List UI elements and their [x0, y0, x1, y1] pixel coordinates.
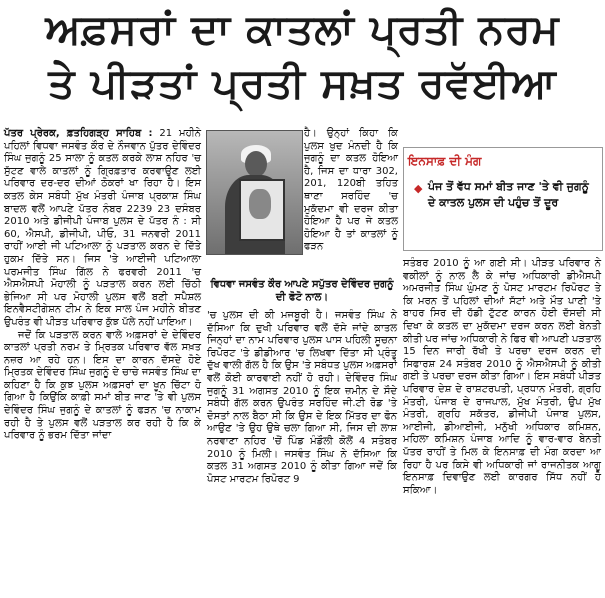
- headline: [4, 2, 601, 110]
- photo-frame: [239, 179, 285, 241]
- sidebar-item: ਪੰਜ ਤੋਂ ਵੱਧ ਸਮਾਂ ਬੀਤ ਜਾਣ 'ਤੇ ਵੀ ਜੁਗਨੂੰ ਦੇ ਕਾਤਲ ਪੁਲਸ ਦੀ ਪਹੁੰਚ ਤੋਂ ਦੂਰ: [428, 180, 589, 209]
- article-column-2-top: ਹੈ। ਉਨ੍ਹਾਂ ਕਿਹਾ ਕਿ ਪੁਲਸ ਖੁਦ ਮੰਨਦੀ ਹੈ ਕਿ ਜੁਗਨੂੰ ਦਾ ਕਤਲ ਹੋਇਆ ਹੈ, ਜਿਸ ਦਾ ਧਾਰਾ 302, 201, 120ਬੀ ਤਹਿਤ ਥਾਣਾ ਸਰਹਿੰਦ 'ਚ ਮੁਕੱਦਮਾ ਵੀ ਦਰਜ ਕੀਤਾ ਹੋਇਆ ਹੈ ਪਰ ਜੇ ਕਤਲ ਹੋਇਆ ਹੈ ਤਾਂ ਕਾਤਲਾਂ ਨੂੰ ਫੜਨ: [304, 128, 398, 253]
- article-column-1: [4, 128, 201, 443]
- widow-with-son-photo: [206, 130, 303, 255]
- byline: ਪੱਤਰ ਪ੍ਰੇਰਕ, ਫ਼ਤਹਿਗੜ੍ਹ ਸਾਹਿਬ :: [4, 128, 153, 139]
- article-column-2-bottom: 'ਚ ਪੁਲਸ ਦੀ ਕੀ ਮਜਬੂਰੀ ਹੈ। ਜਸਵੰਤ ਸਿੰਘ ਨੇ ਦੱਸਿਆ ਕਿ ਦੁਖੀ ਪਰਿਵਾਰ ਵਲੋਂ ਦੱਸੇ ਜਾਂਦੇ ਕਾਤਲ ਜਿਨ੍ਹਾਂ ਦਾ ਨਾਮ ਪਰਿਵਾਰ ਪੁਲਸ ਪਾਸ ਪਹਿਲੀ ਸੂਚਨਾ ਰਿਪੋਰਟ 'ਤੇ ਡੀਡੀਆਰ 'ਚ ਲਿਖਵਾ ਦਿੱਤਾ ਸੀ ਪ੍ਰੰਤੂ ਦੁੱਖ ਵਾਲੀ ਗੱਲ ਹੈ ਕਿ ਉਸ 'ਤੇ ਸਬੰਧਤ ਪੁਲਸ ਅਫ਼ਸਰਾਂ ਵਲੋਂ ਕੋਈ ਕਾਰਵਾਈ ਨਹੀਂ ਹੋ ਰਹੀ। ਦੇਵਿੰਦਰ ਸਿੰਘ ਜੁਗਨੂੰ 31 ਅਗਸਤ 2010 ਨੂੰ ਇਕ ਜ਼ਮੀਨ ਦੇ ਸੌਦੇ ਸਬੰਧੀ ਗੱਲ ਕਰਨ ਉਪਰੰਤ ਸਰਹਿੰਦ ਜੀ.ਟੀ ਰੋਡ 'ਤੇ ਦੋਸਤਾਂ ਨਾਲ ਬੈਠਾ ਸੀ ਕਿ ਉਸ ਦੇ ਇਕ ਮਿੱਤਰ ਦਾ ਫੋਨ ਆਉਣ 'ਤੇ ਉਹ ਉਥੇ ਚਲਾ ਗਿਆ ਸੀ, ਜਿਸ ਦੀ ਲਾਸ਼ ਨਰਵਾਣਾ ਨਹਿਰ 'ਚੋਂ ਪਿੰਡ ਮੰਡੌਲੀ ਕੋਲੋਂ 4 ਸਤੰਬਰ 2010 ਨੂੰ ਮਿਲੀ। ਜਸਵੰਤ ਸਿੰਘ ਨੇ ਦੱਸਿਆ ਕਿ ਕਤਲ 31 ਅਗਸਤ 2010 ਨੂੰ ਕੀਤਾ ਗਿਆ ਜਦੋਂ ਕਿ ਪੋਸਟ ਮਾਰਟਮ ਰਿਪੋਰਟ 9: [207, 310, 397, 485]
- column-1-paragraph-1: 21 ਮਹੀਨੇ ਪਹਿਲਾਂ ਵਿਧਵਾ ਜਸਵੰਤ ਕੌਰ ਦੇ ਨੌਜਵਾਨ ਪੁੱਤਰ ਦੇਵਿੰਦਰ ਸਿੰਘ ਜੁਗਨੂੰ 25 ਸਾਲਾ ਨੂੰ ਕਤਲ ਕਰਕੇ ਲਾਸ਼ ਨਹਿਰ 'ਚ ਸੁੱਟਣ ਵਾਲੇ ਕਾਤਲਾਂ ਨੂੰ ਗ੍ਰਿਫ਼ਤਾਰ ਕਰਵਾਉਣ ਲਈ ਪਰਿਵਾਰ ਦਰ-ਦਰ ਦੀਆਂ ਠੋਕਰਾਂ ਖਾ ਰਿਹਾ ਹੈ। ਇਸ ਕਤਲ ਕੇਸ ਸਬੰਧੀ ਮੁੱਖ ਮੰਤਰੀ ਪੰਜਾਬ ਪ੍ਰਕਾਸ਼ ਸਿੰਘ ਬਾਦਲ ਵਲੋਂ ਆਪਣੇ ਪੱਤਰ ਨੰਬਰ 2239 23 ਦਸੰਬਰ 2010 ਅਤੇ ਡੀਜੀਪੀ ਪੰਜਾਬ ਪੁਲਸ ਦੇ ਪੱਤਰ ਨੰ : ਸੀ 60, ਐਸਪੀ, ਡੀਜੀਪੀ, ਪੀਓ, 31 ਜਨਵਰੀ 2011 ਰਾਹੀਂ ਆਈ ਜੀ ਪਟਿਆਲਾ ਨੂੰ ਪੜਤਾਲ ਕਰਨ ਦੇ ਦਿੱਤੇ ਹੁਕਮ ਦਿੱਤੇ ਸਨ। ਜਿਸ 'ਤੇ ਆਈਜੀ ਪਟਿਆਲਾ ਪਰਮਜੀਤ ਸਿੰਘ ਗਿੱਲ ਨੇ ਫਰਵਰੀ 2011 'ਚ ਐਸਐਸਪੀ ਮੋਹਾਲੀ ਨੂੰ ਪੜਤਾਲ ਕਰਨ ਲਈ ਚਿੱਠੀ ਭੇਜਿਆ ਸੀ ਪਰ ਮੋਹਾਲੀ ਪੁਲਸ ਵਲੋਂ ਬਣੀ ਸਪੈਸ਼ਲ ਇਨਵੈਸਟੀਗੇਸ਼ਨ ਟੀਮ ਨੇ ਇਕ ਸਾਲ ਪੰਜ ਮਹੀਨੇ ਬੀਤਣ ਉਪਰੰਤ ਵੀ ਪੀੜਤ ਪਰਿਵਾਰ ਕੁੱਝ ਪੱਲੇ ਨਹੀਂ ਪਾਇਆ।: [4, 128, 201, 328]
- framed-portrait: [249, 189, 271, 219]
- sidebar-box: [403, 147, 603, 251]
- photo-face: [245, 151, 267, 177]
- headline-line-2: ਤੇ ਪੀੜਤਾਂ ਪ੍ਰਤੀ ਸਖ਼ਤ ਰਵੱਈਆ: [48, 59, 557, 107]
- headline-line-1: ਅਫ਼ਸਰਾਂ ਦਾ ਕਾਤਲਾਂ ਪ੍ਰਤੀ ਨਰਮ: [45, 5, 560, 53]
- article-column-3: ਸਤੰਬਰ 2010 ਨੂੰ ਆ ਗਈ ਸੀ। ਪੀੜਤ ਪਰਿਵਾਰ ਨੇ ਵਕੀਲਾਂ ਨੂੰ ਨਾਲ ਲੈ ਕੇ ਜਾਂਚ ਅਧਿਕਾਰੀ ਡੀਐਸਪੀ ਅਮਰਜੀਤ ਸਿੰਘ ਘੁੰਮਣ ਨੂੰ ਪੋਸਟ ਮਾਰਟਮ ਰਿਪੋਰਟ ਤੇ ਕਿ ਮਰਨ ਤੋਂ ਪਹਿਲਾਂ ਦੀਆਂ ਸੱਟਾਂ ਅਤੇ ਮੌਤ ਪਾਣੀ 'ਤੇ ਬਾਹਰ ਸਿਰ ਦੀ ਹੱਡੀ ਟੁੱਟਣ ਕਾਰਨ ਹੋਈ ਦੱਸਦੀ ਸੀ ਦਿਖਾ ਕੇ ਕਤਲ ਦਾ ਮੁਕੱਦਮਾ ਦਰਜ ਕਰਨ ਲਈ ਬੇਨਤੀ ਕੀਤੀ ਪਰ ਜਾਂਚ ਅਧਿਕਾਰੀ ਨੇ ਫਿਰ ਵੀ ਆਪਣੀ ਪੜਤਾਲ 15 ਦਿਨ ਜਾਰੀ ਰੱਖੀ ਤੇ ਪਰਚਾ ਦਰਜ ਕਰਨ ਦੀ ਸਿਫਾਰਸ਼ 24 ਸਤੰਬਰ 2010 ਨੂੰ ਐਸਐਸਪੀ ਨੂੰ ਕੀਤੀ ਗਈ ਤੇ ਪਰਚਾ ਦਰਜ ਕੀਤਾ ਗਿਆ। ਇਸ ਸਬੰਧੀ ਪੀੜਤ ਪਰਿਵਾਰ ਦੇਸ਼ ਦੇ ਰਾਸ਼ਟਰਪਤੀ, ਪ੍ਰਧਾਨ ਮੰਤਰੀ, ਗ੍ਰਹਿ ਮੰਤਰੀ, ਪੰਜਾਬ ਦੇ ਰਾਜਪਾਲ, ਮੁੱਖ ਮੰਤਰੀ, ਉਪ ਮੁੱਖ ਮੰਤਰੀ, ਗ੍ਰਹਿ ਸਕੱਤਰ, ਡੀਜੀਪੀ ਪੰਜਾਬ ਪੁਲਸ, ਆਈਜੀ, ਡੀਆਈਜੀ, ਮਨੁੱਖੀ ਅਧਿਕਾਰ ਕਮਿਸ਼ਨ, ਮਹਿਲਾ ਕਮਿਸ਼ਨ ਪੰਜਾਬ ਆਦਿ ਨੂੰ ਵਾਰ-ਵਾਰ ਬੇਨਤੀ ਪੱਤਰ ਰਾਹੀਂ ਤੇ ਮਿਲ ਕੇ ਇਨਸਾਫ਼ ਦੀ ਮੰਗ ਕਰਦਾ ਆ ਰਿਹਾ ਹੈ ਪਰ ਕਿਸੇ ਵੀ ਅਧਿਕਾਰੀ ਜਾਂ ਰਾਜਨੀਤਕ ਆਗੂ ਇਨਸਾਫ਼ ਦਿਵਾਉਣ ਲਈ ਕਾਰਗਰ ਸਿੱਧ ਨਹੀਂ ਹੋ ਸਕਿਆ।: [403, 258, 601, 496]
- sidebar-heading: ਇਨਸਾਫ਼ ਦੀ ਮੰਗ: [408, 154, 482, 168]
- bullet-icon: ◆: [414, 182, 423, 195]
- photo-caption: ਵਿਧਵਾ ਜਸਵੰਤ ਕੌਰ ਆਪਣੇ ਸਪੁੱਤਰ ਦੇਵਿੰਦਰ ਜੁਗਨੂੰ ਦੀ ਫੋਟੋ ਨਾਲ।: [210, 279, 394, 303]
- column-1-paragraph-2: ਜਦੋਂ ਕਿ ਪੜਤਾਲ ਕਰਨ ਵਾਲੇ ਅਫ਼ਸਰਾਂ ਦੇ ਦੇਵਿੰਦਰ ਕਾਤਲਾਂ ਪ੍ਰਤੀ ਨਰਮ ਤੇ ਮ੍ਰਿਤਕ ਪਰਿਵਾਰ ਵੱਲ ਸਖ਼ਤ ਨਜ਼ਰ ਆ ਰਹੇ ਹਨ। ਇਸ ਦਾ ਕਾਰਨ ਦੱਸਦੇ ਹੋਏ ਮ੍ਰਿਤਕ ਦੇਵਿੰਦਰ ਸਿੰਘ ਜੁਗਨੂੰ ਦੇ ਚਾਚੇ ਜਸਵੰਤ ਸਿੰਘ ਦਾ ਕਹਿਣਾ ਹੈ ਕਿ ਕੁਝ ਪੁਲਸ ਅਫ਼ਸਰਾਂ ਦਾ ਖੂਨ ਚਿੱਟਾ ਹੋ ਗਿਆ ਹੈ ਕਿਉਂਕਿ ਕਾਫ਼ੀ ਸਮਾਂ ਬੀਤ ਜਾਣ 'ਤੇ ਵੀ ਪੁਲਸ ਦੇਵਿੰਦਰ ਸਿੰਘ ਜੁਗਨੂੰ ਦੇ ਕਾਤਲਾਂ ਨੂੰ ਫੜਨ 'ਚ ਨਾਕਾਮ ਰਹੀ ਹੈ ਤੇ ਪੁਲਸ ਵਲੋਂ ਪੜਤਾਲ ਕਰ ਰਹੀ ਹੈ ਕਿ ਕੇ ਪਰਿਵਾਰ ਨੂੰ ਭਰਮ ਦਿੱਤਾ ਜਾਂਦਾ: [4, 329, 201, 442]
